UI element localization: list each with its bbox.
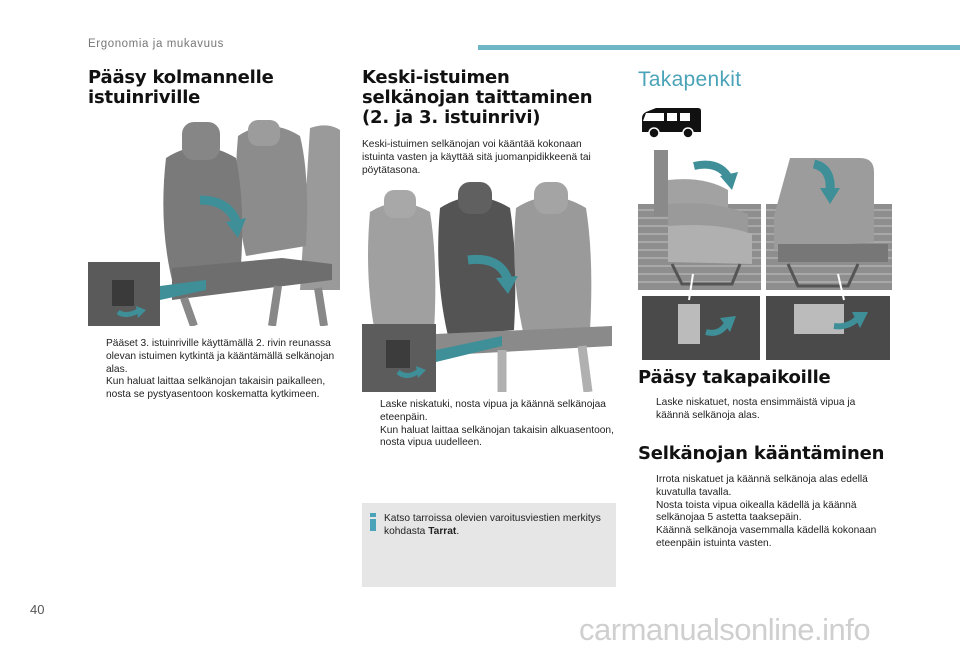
van-icon	[640, 108, 702, 140]
rear-bench-illustration	[638, 146, 892, 362]
section-label: Ergonomia ja mukavuus	[88, 38, 224, 50]
bullets-rear-access	[638, 397, 888, 423]
intro-center-seat: Keski-istuimen selkänojan voi kääntää kokonaan istuinta vasten ja käyttää sitä juomanpidikkeenä tai pöytätasona.	[362, 139, 591, 176]
center-seat-illustration	[362, 178, 616, 392]
bullets-center-seat	[362, 399, 614, 450]
bullets-third-row-access	[88, 338, 346, 402]
page-number: 40	[30, 602, 45, 617]
list-item: Käännä selkänoja vasemmalla kädellä kokonaan eteenpäin istuinta vasten.	[656, 525, 877, 549]
heading-backrest-turn: Selkänojan kääntäminen	[638, 443, 885, 464]
heading-center-seat: Keski-istuimen selkänojan taittaminen (2. ja 3. istuinrivi)	[362, 67, 593, 128]
column-rear-seats	[638, 68, 900, 92]
bullets-backrest-turn	[638, 474, 888, 551]
subsection-rear-access	[638, 368, 900, 423]
list-item: Irrota niskatuet ja käännä selkänoja alas edellä kuvatulla tavalla.	[656, 474, 868, 498]
heading-rear-seats: Takapenkit	[638, 68, 742, 91]
header-accent-bar	[478, 45, 960, 50]
watermark: carmanualsonline.info	[579, 612, 871, 647]
info-reference: Tarrat	[428, 526, 457, 537]
heading-rear-access: Pääsy takapaikoille	[638, 367, 831, 388]
info-text: Katso tarroissa olevien varoitusviestien merkitys kohdasta Tarrat.	[384, 513, 601, 537]
column-third-row-access	[88, 68, 343, 108]
list-item: Kun haluat laittaa selkänojan takaisin alkuasentoon, nosta vipua uudelleen.	[380, 424, 614, 449]
seat-fold-illustration	[88, 118, 340, 326]
heading-third-row-access: Pääsy kolmannelle istuinriville	[88, 67, 274, 108]
info-icon	[370, 513, 376, 531]
info-box	[362, 503, 616, 587]
list-item: Kun haluat laittaa selkänojan takaisin paikalleen, nosta se pystyasentoon koskematta kytkimeen.	[106, 376, 326, 401]
column-center-seat	[362, 68, 618, 177]
list-item: Pääset 3. istuinriville käyttämällä 2. rivin reunassa olevan istuimen kytkintä ja kääntämällä selkänojan alas.	[106, 338, 335, 375]
list-item: Laske niskatuki, nosta vipua ja käännä selkänojaa eteenpäin.	[380, 399, 606, 423]
subsection-backrest-turn	[638, 444, 900, 551]
list-item: Nosta toista vipua oikealla kädellä ja käännä selkänojaa 5 astetta taaksepäin.	[656, 499, 857, 524]
list-item: Laske niskatuet, nosta ensimmäistä vipua ja käännä selkänoja alas.	[656, 397, 856, 421]
